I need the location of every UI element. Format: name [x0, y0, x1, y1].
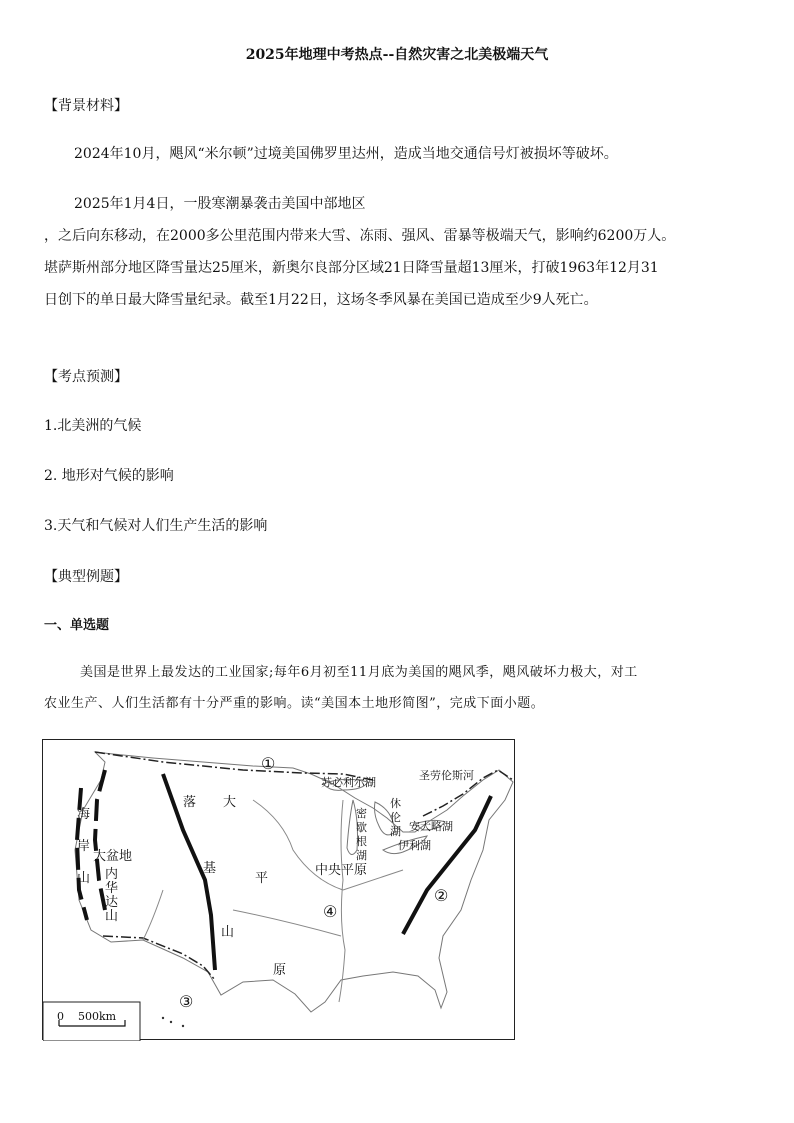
label-lake-huron-2: 伦: [390, 811, 401, 824]
label-central-plain: 中央平原: [315, 863, 368, 878]
forecast-item-3: 3.天气和气候对人们生产生活的影响: [44, 518, 268, 534]
question-line-1: 美国是世界上最发达的工业国家;每年6月初至11月底为美国的飓风季，飓风破坏力极大，对工: [80, 665, 638, 680]
island-dot: [162, 1017, 164, 1019]
us-terrain-map: [42, 739, 515, 1040]
forecast-heading: 【考点预测】: [44, 369, 128, 385]
label-rocky-4: 山: [221, 925, 235, 940]
forecast-item-1: 1.北美洲的气候: [44, 418, 142, 434]
label-plain-2: 原: [273, 963, 287, 978]
label-plain-1: 平: [255, 871, 269, 886]
forecast-item-2: 2. 地形对气候的影响: [44, 468, 174, 484]
marker-2: ②: [434, 886, 449, 905]
sierra-nevada-line: [95, 770, 105, 910]
label-lake-michigan-2: 歇: [356, 821, 367, 834]
examples-heading: 【典型例题】: [44, 569, 128, 585]
mississippi-river: [339, 800, 345, 1002]
label-rocky-2: 大: [223, 795, 237, 810]
label-lake-huron-1: 休: [390, 797, 401, 810]
label-lake-superior: 苏必利尔湖: [321, 776, 376, 789]
appalachians-line: [403, 796, 491, 934]
southern-border: [103, 936, 215, 980]
background-paragraph-2-line-3: 堪萨斯州部分地区降雪量达25厘米，新奥尔良部分区域21日降雪量超13厘米，打破1963年12月31: [44, 260, 659, 276]
us-outline: [75, 752, 513, 1012]
label-lake-ontario: 安大略湖: [409, 820, 453, 833]
label-lake-erie: 伊利湖: [398, 839, 431, 852]
label-coast-range-1: 海: [77, 807, 91, 822]
island-dot: [182, 1025, 184, 1027]
label-lake-huron-3: 湖: [390, 825, 401, 838]
marker-1: ①: [261, 754, 276, 773]
background-heading: 【背景材料】: [44, 98, 128, 114]
island-dot: [170, 1021, 172, 1023]
label-coast-range-3: 山: [77, 871, 91, 886]
label-coast-range-2: 岸: [77, 839, 91, 854]
scale-label: 0 500km: [57, 1010, 117, 1023]
label-rocky-1: 落: [183, 795, 197, 810]
label-sierra-nevada-4: 山: [105, 909, 119, 924]
background-paragraph-2-line-4: 日创下的单日最大降雪量纪录。截至1月22日，这场冬季风暴在美国已造成至少9人死亡。: [44, 292, 598, 308]
marker-3: ③: [179, 992, 194, 1011]
marker-4: ④: [323, 902, 338, 921]
page-title: 2025年地理中考热点--自然灾害之北美极端天气: [245, 47, 549, 63]
background-paragraph-2-line-2: ，之后向东移动，在2000多公里范围内带来大雪、冻雨、强风、雷暴等极端天气，影响约6200万人。: [44, 228, 676, 244]
question-line-2: 农业生产、人们生活都有十分严重的影响。读“美国本土地形简图”，完成下面小题。: [44, 696, 545, 711]
colorado-river: [143, 890, 163, 940]
label-rocky-3: 基: [203, 861, 217, 876]
section-heading: 一、单选题: [44, 618, 110, 633]
label-lake-michigan-3: 根: [356, 835, 367, 848]
background-paragraph-2-line-1: 2025年1月4日，一股寒潮暴袭击美国中部地区: [74, 196, 366, 212]
label-lake-michigan-1: 密: [356, 807, 367, 820]
label-lake-michigan-4: 湖: [356, 849, 367, 862]
label-sierra-nevada-2: 华: [105, 881, 119, 896]
label-sierra-nevada-1: 内: [105, 867, 119, 882]
label-st-lawrence: 圣劳伦斯河: [419, 769, 474, 782]
background-paragraph-1: 2024年10月，飓风“米尔顿”过境美国佛罗里达州，造成当地交通信号灯被损坏等破坏。: [74, 146, 618, 162]
label-sierra-nevada-3: 达: [105, 895, 119, 910]
label-great-basin: 大盆地: [93, 849, 133, 864]
